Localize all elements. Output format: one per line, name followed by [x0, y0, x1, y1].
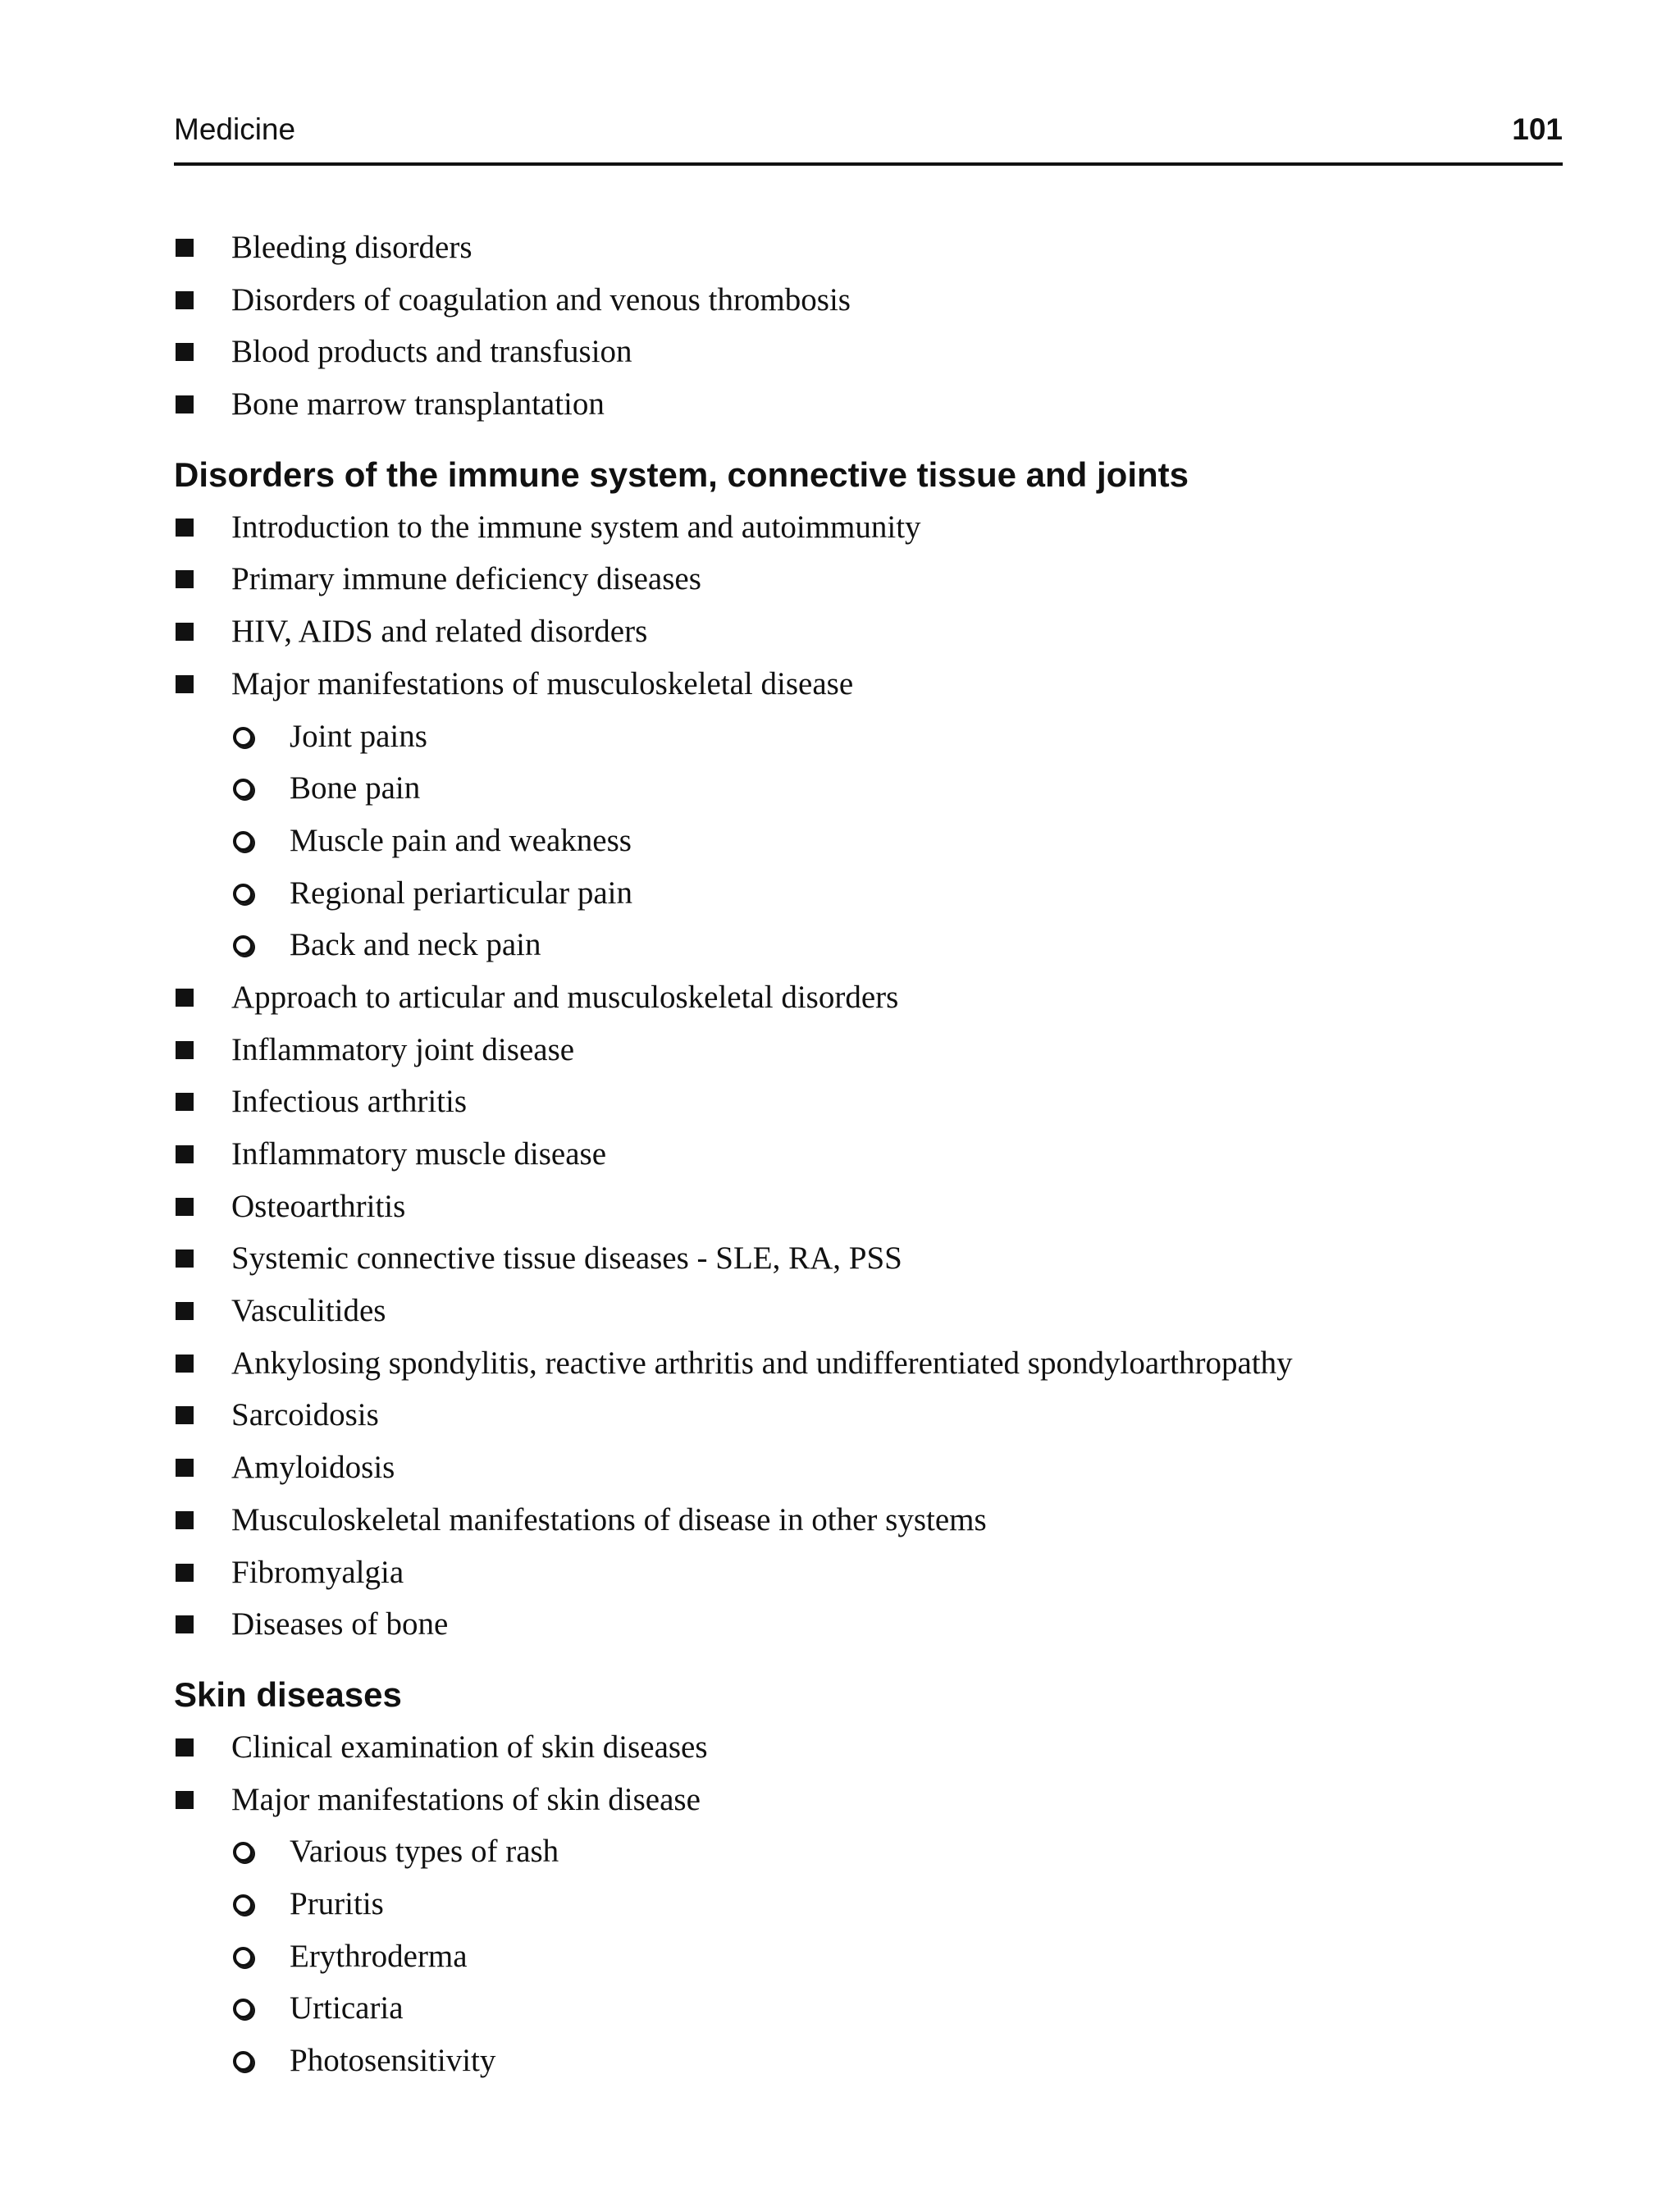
list-item: [174, 274, 1563, 327]
square-bullet-icon: [176, 1093, 194, 1111]
list-item: [174, 1598, 1563, 1651]
list-item-text: Vasculitides: [231, 1293, 386, 1329]
square-bullet-icon: [176, 1041, 194, 1059]
list-item-text: Blood products and transfusion: [231, 334, 632, 370]
list-item-text: Ankylosing spondylitis, reactive arthritis and undifferentiated spondyloarthropathy: [231, 1345, 1293, 1381]
sub-list-item: [174, 762, 1563, 815]
list-item-text: Infectious arthritis: [231, 1084, 467, 1120]
list-item: [174, 1285, 1563, 1337]
sub-list-item-text: Joint pains: [290, 718, 427, 754]
sub-list-item-text: Bone pain: [290, 770, 421, 806]
sub-list-item-text: Urticaria: [290, 1990, 404, 2026]
sub-list-item: [174, 2035, 1563, 2087]
sub-list-item-text: Erythroderma: [290, 1938, 468, 1974]
square-bullet-icon: [176, 395, 194, 413]
circle-bullet-icon: [233, 1842, 253, 1862]
square-bullet-icon: [176, 1302, 194, 1320]
square-bullet-icon: [176, 343, 194, 361]
list-item-text: Systemic connective tissue diseases - SLE, RA, PSS: [231, 1240, 902, 1277]
page-content: [174, 222, 1563, 2087]
circle-bullet-icon: [233, 779, 253, 799]
list-item-text: Amyloidosis: [231, 1450, 395, 1486]
bullet-list: [174, 501, 1563, 1651]
running-title: Medicine: [174, 112, 296, 146]
list-item: [174, 1076, 1563, 1128]
list-item-text: Bone marrow transplantation: [231, 386, 605, 423]
square-bullet-icon: [176, 1564, 194, 1582]
list-item: [174, 1232, 1563, 1285]
list-item-text: Clinical examination of skin diseases: [231, 1729, 708, 1765]
list-item: [174, 1024, 1563, 1076]
sub-list-item: [174, 1930, 1563, 1983]
list-item: [174, 1441, 1563, 1494]
sub-list-item-text: Pruritis: [290, 1885, 384, 1921]
list-item-text: Osteoarthritis: [231, 1188, 406, 1224]
list-item-text: Inflammatory joint disease: [231, 1031, 575, 1067]
square-bullet-icon: [176, 1791, 194, 1809]
bullet-list: [174, 222, 1563, 431]
list-item-text: HIV, AIDS and related disorders: [231, 614, 648, 650]
square-bullet-icon: [176, 989, 194, 1007]
list-item: [174, 1181, 1563, 1233]
square-bullet-icon: [176, 1738, 194, 1757]
square-bullet-icon: [176, 291, 194, 309]
list-item: [174, 605, 1563, 658]
circle-bullet-icon: [233, 727, 253, 747]
list-item: [174, 1494, 1563, 1546]
sub-list-item: [174, 710, 1563, 763]
list-item: [174, 1546, 1563, 1599]
square-bullet-icon: [176, 623, 194, 641]
list-item: [174, 222, 1563, 274]
list-item-text: Major manifestations of musculoskeletal disease: [231, 665, 854, 701]
square-bullet-icon: [176, 519, 194, 537]
square-bullet-icon: [176, 1406, 194, 1424]
section-spacer: [174, 431, 1563, 449]
list-item-text: Primary immune deficiency diseases: [231, 561, 701, 597]
list-item-text: Major manifestations of skin disease: [231, 1781, 701, 1817]
list-item: [174, 501, 1563, 554]
square-bullet-icon: [176, 570, 194, 588]
square-bullet-icon: [176, 1459, 194, 1477]
list-item-text: Introduction to the immune system and autoimmunity: [231, 509, 921, 545]
list-item: [174, 658, 1563, 710]
page-number: 101: [1512, 112, 1563, 146]
list-item: [174, 378, 1563, 431]
list-item: [174, 326, 1563, 378]
sub-list-item: [174, 1982, 1563, 2035]
page-header: [174, 113, 1563, 166]
square-bullet-icon: [176, 1615, 194, 1633]
list-item: [174, 1128, 1563, 1181]
list-item-text: Bleeding disorders: [231, 230, 472, 265]
sub-list-item-text: Muscle pain and weakness: [290, 822, 632, 858]
list-item-text: Disorders of coagulation and venous thrombosis: [231, 281, 851, 318]
list-item: [174, 1337, 1563, 1390]
square-bullet-icon: [176, 1511, 194, 1529]
list-item-text: Sarcoidosis: [231, 1397, 379, 1433]
sub-list-item-text: Various types of rash: [290, 1834, 559, 1870]
list-item: [174, 553, 1563, 605]
sub-list-item-text: Back and neck pain: [290, 927, 541, 963]
sub-list-item-text: Photosensitivity: [290, 2043, 496, 2078]
sub-list-item: [174, 867, 1563, 920]
circle-bullet-icon: [233, 1999, 253, 2019]
sub-list-item: [174, 919, 1563, 971]
sub-list-item: [174, 1878, 1563, 1930]
square-bullet-icon: [176, 239, 194, 257]
section-heading: Disorders of the immune system, connective tissue and joints: [174, 455, 1189, 494]
list-item-text: Diseases of bone: [231, 1606, 449, 1642]
square-bullet-icon: [176, 675, 194, 693]
list-item: [174, 1774, 1563, 1826]
sub-list-item: [174, 1825, 1563, 1878]
list-item: [174, 1389, 1563, 1441]
section-spacer: [174, 1651, 1563, 1669]
square-bullet-icon: [176, 1249, 194, 1268]
circle-bullet-icon: [233, 2051, 253, 2072]
list-item-text: Musculoskeletal manifestations of disease in other systems: [231, 1501, 987, 1537]
circle-bullet-icon: [233, 1894, 253, 1915]
list-item-text: Approach to articular and musculoskeletal disorders: [231, 979, 899, 1015]
list-item: [174, 1721, 1563, 1774]
list-item-text: Fibromyalgia: [231, 1554, 404, 1590]
section-heading: Skin diseases: [174, 1674, 402, 1714]
bullet-list: [174, 1721, 1563, 2087]
sub-list-item: [174, 815, 1563, 867]
square-bullet-icon: [176, 1355, 194, 1373]
sub-list-item-text: Regional periarticular pain: [290, 875, 632, 911]
list-item-text: Inflammatory muscle disease: [231, 1136, 607, 1172]
square-bullet-icon: [176, 1198, 194, 1216]
list-item: [174, 971, 1563, 1024]
circle-bullet-icon: [233, 935, 253, 956]
square-bullet-icon: [176, 1145, 194, 1163]
circle-bullet-icon: [233, 1947, 253, 1967]
circle-bullet-icon: [233, 884, 253, 904]
circle-bullet-icon: [233, 831, 253, 852]
